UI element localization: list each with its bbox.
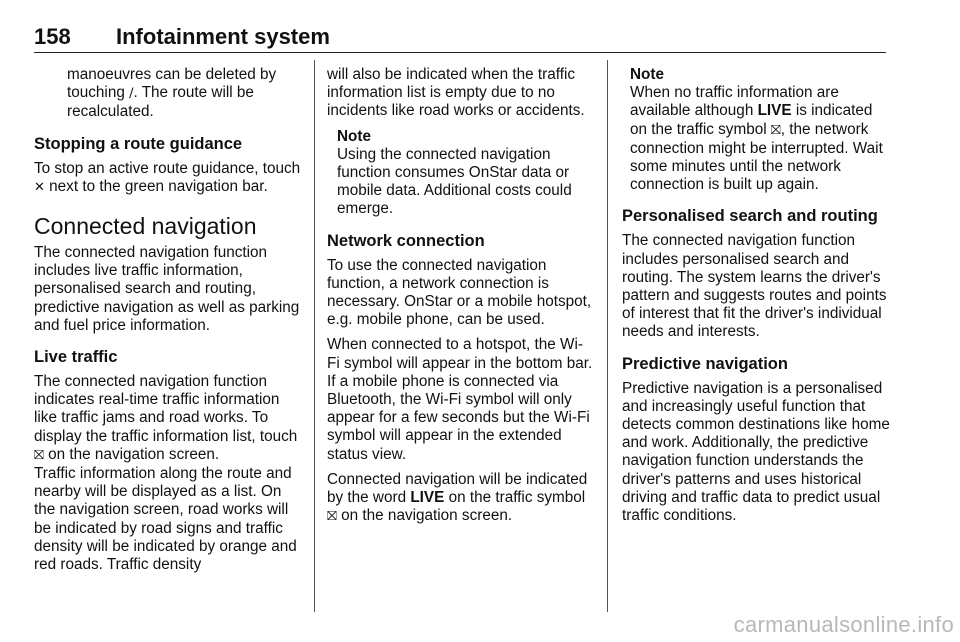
traffic-icon: ⛝ — [34, 447, 44, 463]
close-icon: ✕ — [34, 179, 45, 195]
live-traffic-text: The connected navigation function indicates real-time traffic information like traffic jams and road works. To display the traffic information list, touch ⛝ on the navigation screen. — [34, 373, 302, 465]
column-divider-2 — [607, 60, 608, 612]
page-number: 158 — [34, 24, 71, 49]
page-header — [34, 22, 886, 53]
note-no-traffic — [622, 66, 892, 194]
column-2 — [327, 66, 593, 533]
note-title: Note — [337, 127, 371, 145]
stop-guidance-heading: Stopping a route guidance — [34, 134, 243, 153]
connected-navigation-heading: Connected navigation — [34, 213, 257, 240]
live-word: LIVE — [410, 489, 445, 507]
network-connection-heading: Network connection — [327, 231, 485, 250]
section-title: Infotainment system — [116, 24, 330, 49]
live-word: LIVE — [757, 102, 792, 120]
live-traffic-text-2: Traffic information along the route and nearby will be displayed as a list. On the navigation screen, road works will be indicated by road signs and traffic density will be indicated by orange and red roads. Traffic density — [34, 465, 297, 574]
note-data-usage — [327, 128, 593, 219]
note-text: Using the connected navigation function consumes OnStar data or mobile data. Additional costs could emerge. — [337, 145, 572, 218]
note-text: When no traffic information are available although LIVE is indicated on the traffic symbol ⛝, the network connection might be interrupted. Wait some minutes until the network connection is built up again. — [630, 84, 883, 194]
note-title: Note — [630, 66, 664, 83]
stop-guidance-text: To stop an active route guidance, touch ✕ next to the green navigation bar. — [34, 160, 302, 197]
connected-navigation-text: The connected navigation function includes live traffic information, personalised search and routing, predictive navigation as well as parking and fuel price information. — [34, 244, 300, 334]
hotspot-text: When connected to a hotspot, the Wi-Fi symbol will appear in the bottom bar. If a mobile phone is connected via Bluetooth, the Wi-Fi symbol will only appear for a few seconds but the Wi-Fi symbol will appear in the extended status view. — [327, 336, 593, 463]
column-divider-1 — [314, 60, 315, 612]
predictive-navigation-heading: Predictive navigation — [622, 354, 788, 373]
personalised-search-heading: Personalised search and routing — [622, 207, 878, 226]
intro-paragraph: manoeuvres can be deleted by touching ∕. The route will be recalculated. — [67, 66, 277, 121]
column-3 — [622, 66, 892, 532]
predictive-navigation-text: Predictive navigation is a personalised and increasingly useful function that detects common destinations like home and work. Additionally, the predictive navigation function understands the driver's patterns and uses historical driving and traffic data to predict usual traffic conditions. — [622, 379, 890, 525]
watermark: carmanualsonline.info — [733, 612, 954, 637]
traffic-icon: ⛝ — [327, 509, 337, 525]
pencil-icon: ∕ — [129, 86, 134, 102]
network-connection-text: To use the connected navigation function, a network connection is necessary. OnStar or a mobile hotspot, e.g. mobile phone, can be used. — [327, 256, 592, 329]
live-indicator-text: Connected navigation will be indicated by the word LIVE on the traffic symbol ⛝ on the navigation screen. — [327, 471, 593, 527]
traffic-icon: ⛝ — [770, 122, 781, 138]
live-traffic-heading: Live traffic — [34, 348, 118, 367]
personalised-search-text: The connected navigation function includes personalised search and routing. The system learns the driver's pattern and suggests routes and points of interest that fit the driver's individual needs and interests. — [622, 232, 887, 341]
column-1 — [34, 66, 302, 574]
traffic-density-continued: will also be indicated when the traffic information list is empty due to no incidents like road works or accidents. — [327, 66, 585, 120]
